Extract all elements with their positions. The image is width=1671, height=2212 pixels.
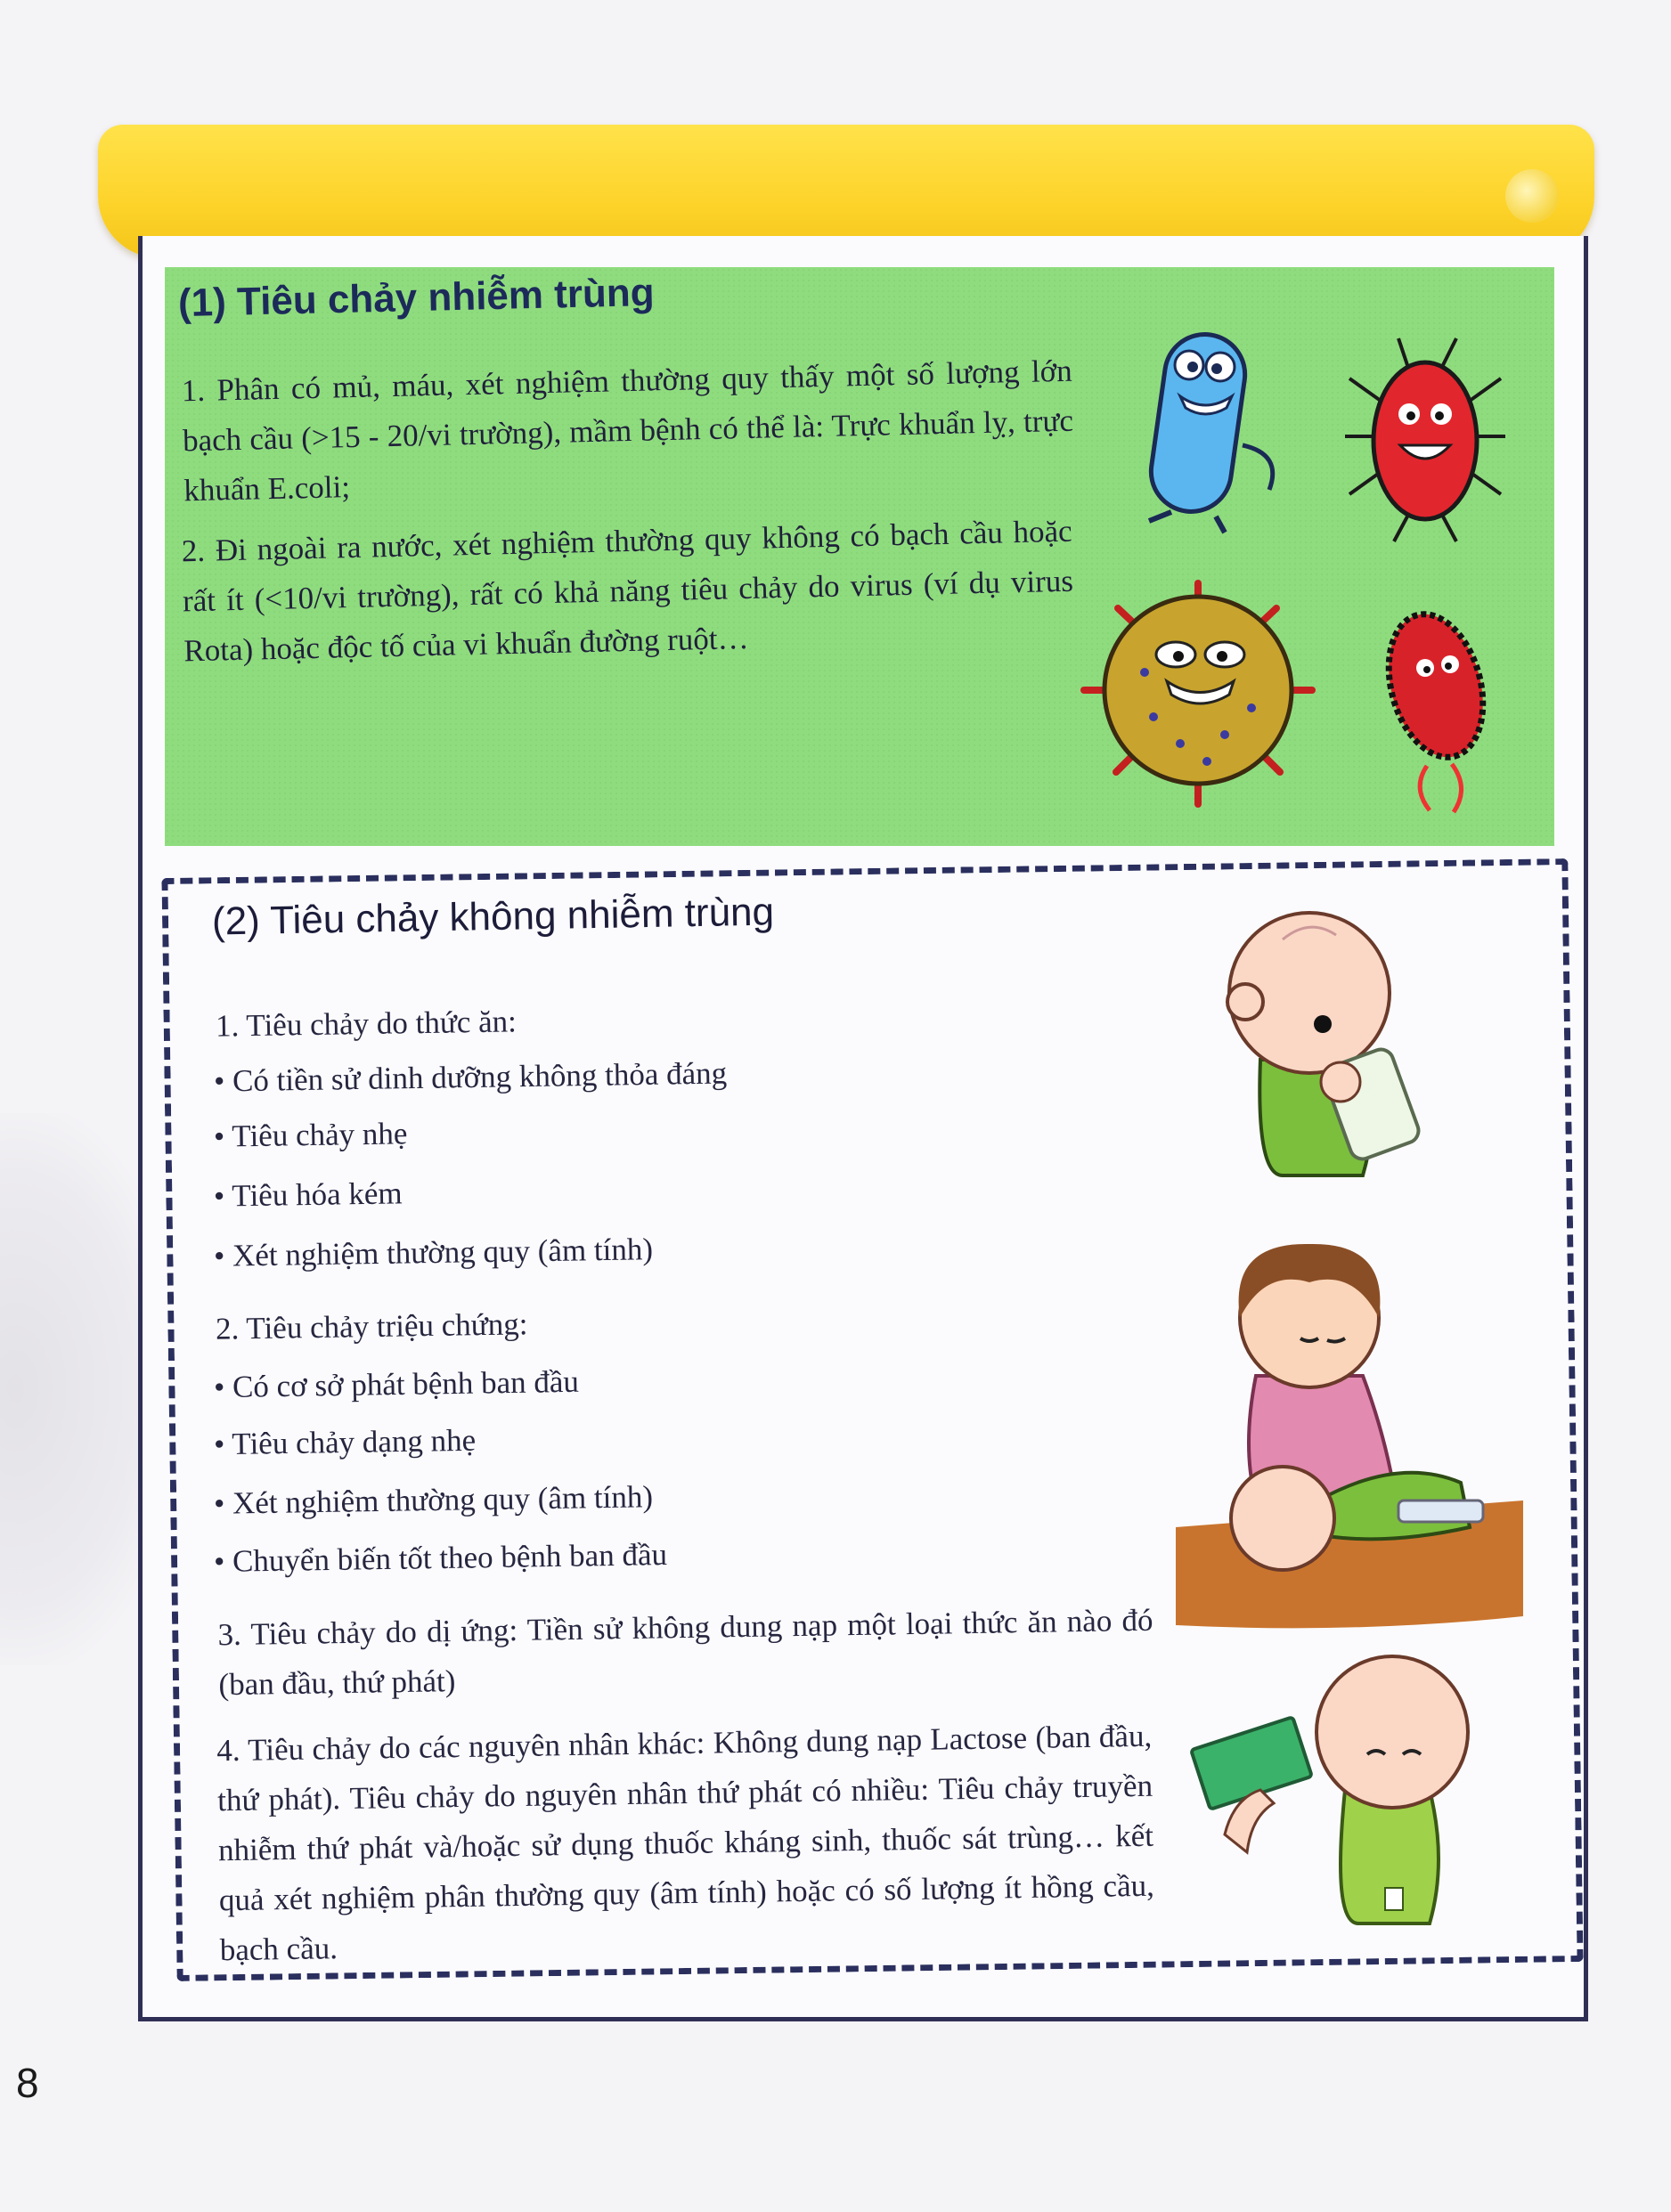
list-item: • Có cơ sở phát bệnh ban đầu	[213, 1363, 580, 1405]
baby-drinking-icon	[1220, 890, 1434, 1175]
list-item: • Có tiền sử dinh dưỡng không thỏa đáng	[213, 1055, 728, 1099]
list-item: • Tiêu hóa kém	[213, 1175, 403, 1214]
blue-bacillus-icon	[1118, 312, 1296, 534]
list-item: • Tiêu chảy dạng nhẹ	[213, 1422, 477, 1462]
list-item: • Chuyển biến tốt theo bệnh ban đầu	[213, 1537, 668, 1579]
mother-changing-diaper-icon	[1176, 1233, 1523, 1625]
red-bacterium-icon	[1345, 338, 1505, 543]
baby-medicine-icon	[1189, 1639, 1492, 1932]
section2-title: (2) Tiêu chảy không nhiễm trùng	[211, 890, 775, 944]
symptom-heading: 2. Tiêu chảy triệu chứng:	[215, 1306, 528, 1346]
list-item: • Tiêu chảy nhẹ	[213, 1116, 408, 1154]
list-item: • Xét nghiệm thường quy (âm tính)	[213, 1479, 654, 1521]
other-causes-paragraph: 4. Tiêu chảy do các nguyên nhân khác: Không dung nạp Lactose (ban đầu, thứ phát). Tiêu chảy do nguyên nhân thứ phát có nhiều: Tiêu chảy truyền nhiễm thứ phát và/hoặc sử dụng thuốc kháng sinh, thuốc sát trùng… kết quả xét nghiệm phân thường quy (âm tính) hoặc có số lượng ít hồng cầu, bạch cầu.	[216, 1718, 1155, 1968]
food-heading: 1. Tiêu chảy do thức ăn:	[215, 1004, 518, 1044]
banner-dot	[1505, 169, 1559, 223]
page-number: 8	[16, 2060, 39, 2106]
allergy-paragraph: 3. Tiêu chảy do dị ứng: Tiền sử không dung nạp một loại thức ăn nào đó (ban đầu, thứ phát)	[217, 1602, 1153, 1703]
section1-title: (1) Tiêu chảy nhiễm trùng	[177, 270, 656, 326]
section1-para1: 1. Phân có mủ, máu, xét nghiệm thường quy thấy một số lượng lớn bạch cầu (>15 - 20/vi trường), mầm bệnh có thể là: Trực khuẩn lỵ, trực khuẩn E.coli;	[181, 353, 1074, 508]
yellow-virus-icon	[1082, 583, 1314, 806]
red-oval-bacterium-icon	[1372, 606, 1505, 819]
section1-para2: 2. Đi ngoài ra nước, xét nghiệm thường quy không có bạch cầu hoặc rất ít (<10/vi trường), rất có khả năng tiêu chảy do virus (ví dụ virus Rota) hoặc độc tố của vi khuẩn đường ruột…	[181, 513, 1074, 669]
list-item: • Xét nghiệm thường quy (âm tính)	[213, 1232, 654, 1273]
